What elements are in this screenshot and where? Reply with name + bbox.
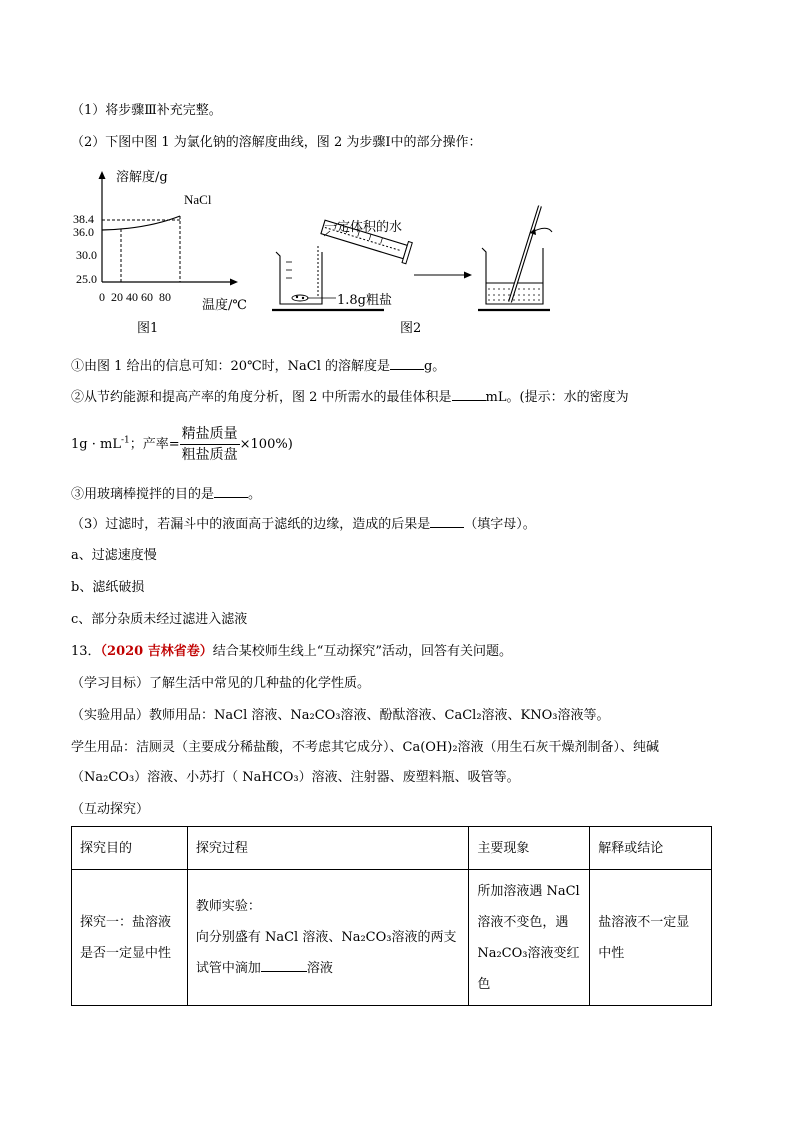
q13-teacher-items: （实验用品）教师用品：NaCl 溶液、Na₂CO₃溶液、酚酞溶液、CaCl₂溶液、KNO₃溶液等。 <box>71 708 610 723</box>
q13-heading: 13．（2020 吉林省卷）结合某校师生线上“互动探究”活动，回答有关问题。 <box>71 644 513 659</box>
header-phenomenon: 主要现象 <box>469 827 590 870</box>
fig1-xlabel: 温度/℃ <box>202 298 247 313</box>
yield-fraction: $\frac{\text{精盐质量}}{\text{粗盐质盘}}$ <box>181 426 238 463</box>
q12-part2: （2）下图中图 1 为氯化钠的溶解度曲线，图 2 为步骤Ⅰ中的部分操作： <box>71 135 482 150</box>
q12-sub1: ①由图 1 给出的信息可知：20℃时，NaCl 的溶解度是 g。 <box>71 359 446 374</box>
option-c: c、部分杂质未经过滤进入滤液 <box>71 612 248 627</box>
q13-student-items-1: 学生用品：洁厕灵（主要成分稀盐酸，不考虑其它成分）、Ca(OH)₂溶液（用生石灰干燥剂制备）、纯碱 <box>71 740 660 755</box>
fig1-ylabel: 溶解度/g <box>116 170 168 185</box>
fig1-ytick-25-0: 25.0 <box>76 272 97 286</box>
answer-blank-5[interactable] <box>261 959 307 972</box>
cell-conclusion: 盐溶液不一定显 中性 <box>590 870 712 1006</box>
q13-source: （2020 吉林省卷） <box>100 644 213 659</box>
header-conclusion: 解释或结论 <box>590 827 712 870</box>
fig1-caption: 图1 <box>137 321 159 336</box>
q12-part1: （1）将步骤Ⅲ补充完整。 <box>71 103 222 118</box>
cell-phenomenon: 所加溶液遇 NaCl 溶液不变色，遇 Na₂CO₃溶液变红 色 <box>469 870 590 1006</box>
fig2-salt-label: 1.8g粗盐 <box>337 293 392 308</box>
header-purpose: 探究目的 <box>72 827 188 870</box>
answer-blank-1[interactable] <box>390 357 424 370</box>
option-b: b、滤纸破损 <box>71 580 145 595</box>
answer-blank-3[interactable] <box>214 485 248 498</box>
table-header-row <box>72 827 712 870</box>
option-a: a、过滤速度慢 <box>71 548 157 563</box>
fig2-water-label: 一定体积的水 <box>324 220 403 235</box>
figure-2-dissolving-operation <box>262 198 562 343</box>
header-process: 探究过程 <box>187 827 469 870</box>
answer-blank-4[interactable] <box>430 515 464 528</box>
cell-purpose: 探究一：盐溶液 是否一定显中性 <box>72 870 188 1006</box>
fig1-ytick-30-0: 30.0 <box>76 248 97 262</box>
q12-sub3: ③用玻璃棒搅拌的目的是 。 <box>71 487 262 502</box>
figure-1-solubility-curve <box>72 165 262 340</box>
q12-part3: （3）过滤时，若漏斗中的液面高于滤纸的边缘，造成的后果是 （填字母）。 <box>71 517 536 532</box>
fig1-series-label: NaCl <box>184 192 212 207</box>
fig1-xticks: 0 20 40 60 80 <box>99 290 171 304</box>
fig2-caption: 图2 <box>400 321 422 336</box>
cell-process: 教师实验： 向分别盛有 NaCl 溶液、Na₂CO₃溶液的两支 试管中滴加 溶液 <box>187 870 469 1006</box>
fig1-ytick-38-4: 38.4 <box>73 212 94 226</box>
q13-goal: （学习目标）了解生活中常见的几种盐的化学性质。 <box>71 676 371 691</box>
q12-yield-formula: $1g \cdot mL^{-1}$；产率= $\frac{\text{精盐质量}}{\text{粗盐质盘}}$ ×100%) <box>71 426 293 463</box>
q12-sub2: ②从节约能源和提高产率的角度分析，图 2 中所需水的最佳体积是 mL。(提示：水的密度为 <box>71 390 629 405</box>
q13-student-items-2: （Na₂CO₃）溶液、小苏打（ NaHCO₃）溶液、注射器、废塑料瓶、吸管等。 <box>71 770 520 785</box>
answer-blank-2[interactable] <box>452 388 486 401</box>
table-row <box>72 870 712 1006</box>
right-beaker <box>478 206 552 310</box>
exploration-table <box>71 826 712 1006</box>
q13-section: （互动探究） <box>71 802 150 817</box>
fig1-ytick-36-0: 36.0 <box>73 225 94 239</box>
